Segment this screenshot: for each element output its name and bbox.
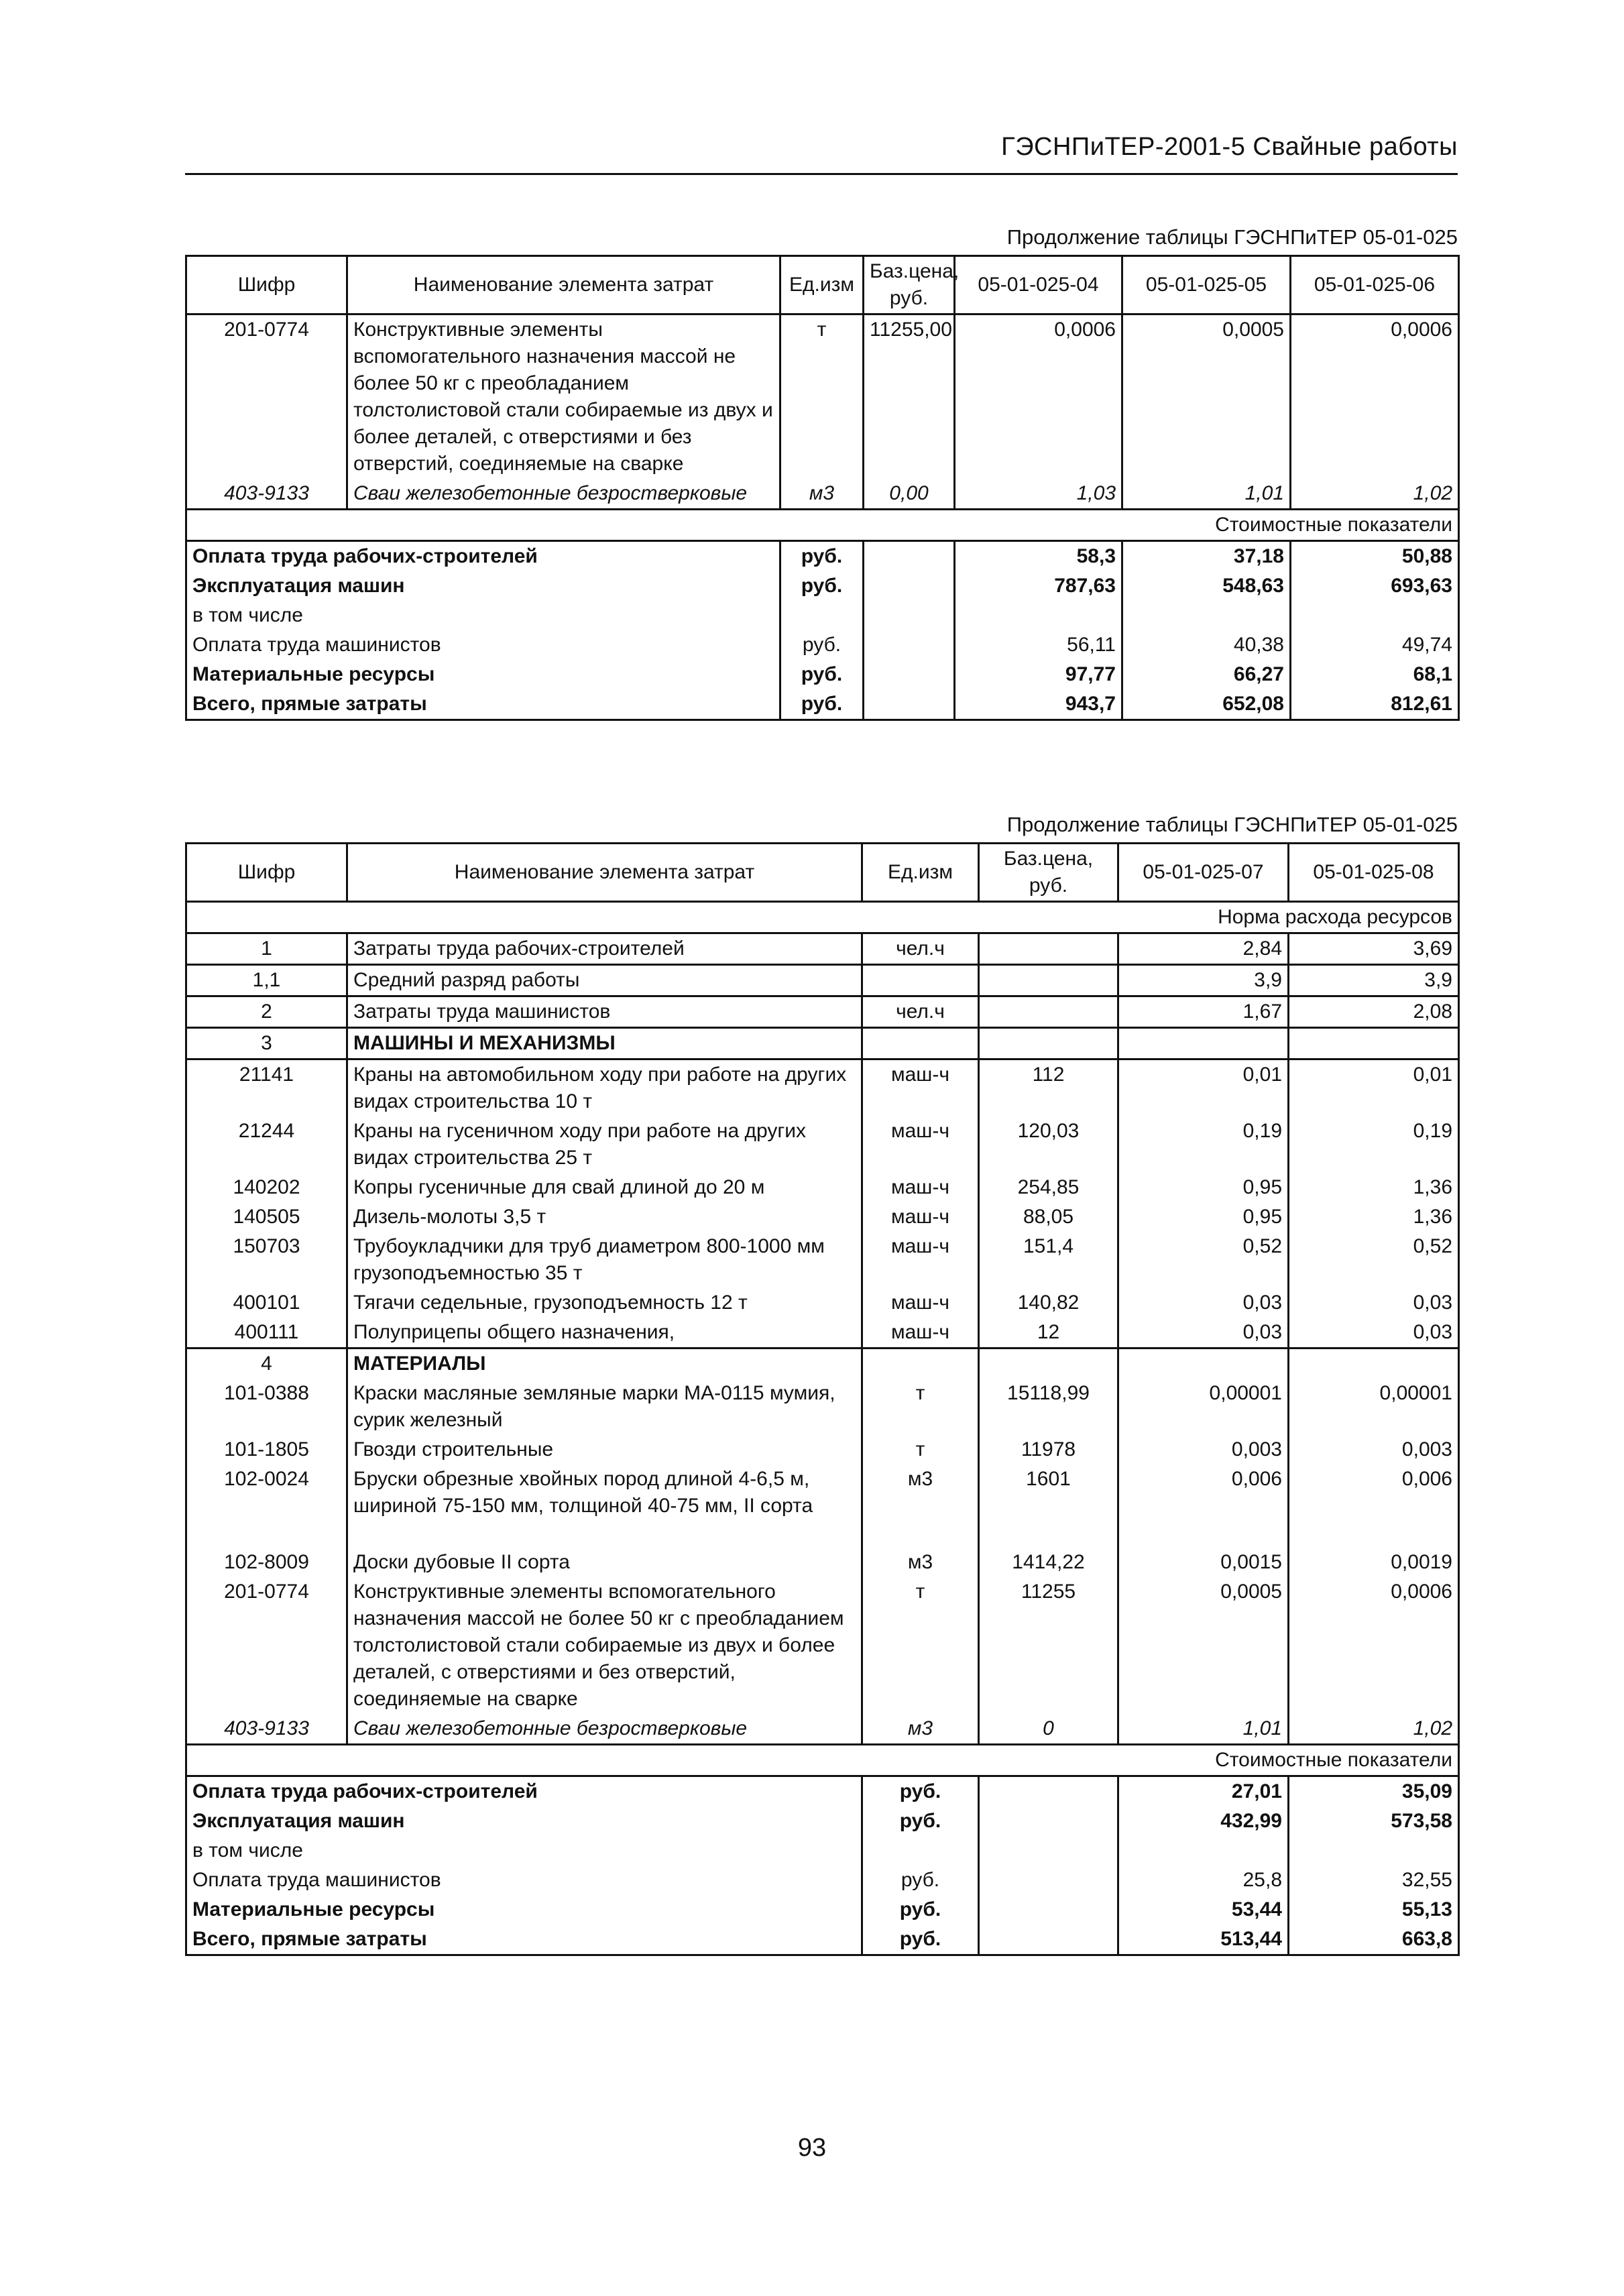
row-unit: м3 (862, 1548, 979, 1577)
totals-price-empty (864, 541, 955, 572)
row-code: 201-0774 (186, 1577, 347, 1714)
row-price: 151,4 (979, 1232, 1118, 1288)
row-value-2: 3,9 (1289, 965, 1459, 996)
row-price: 1601 (979, 1465, 1118, 1548)
totals-price-empty (979, 1806, 1118, 1836)
totals-unit: руб. (862, 1866, 979, 1895)
table-row (186, 1173, 1459, 1202)
totals-value-2 (1289, 1836, 1459, 1866)
row-code: 403-9133 (186, 1714, 347, 1745)
totals-row (186, 689, 1459, 720)
row-unit (862, 1028, 979, 1059)
totals-price-empty (864, 660, 955, 689)
row-price (979, 1348, 1118, 1379)
row-code: 102-8009 (186, 1548, 347, 1577)
row-unit: чел.ч (862, 933, 979, 965)
row-name: Краны на автомобильном ходу при работе на других видах строительства 10 т (347, 1059, 862, 1117)
totals-unit: руб. (780, 689, 864, 720)
totals-value-2: 663,8 (1289, 1925, 1459, 1955)
table-row (186, 1232, 1459, 1288)
totals-price-empty (979, 1776, 1118, 1807)
row-value-1: 1,67 (1118, 996, 1289, 1028)
row-value-2: 1,36 (1289, 1202, 1459, 1232)
totals-label: в том числе (186, 601, 780, 630)
row-value-1: 1,01 (1118, 1714, 1289, 1745)
totals-value-1 (1118, 1836, 1289, 1866)
table-row (186, 1059, 1459, 1117)
row-value-2: 1,02 (1289, 1714, 1459, 1745)
table1-body (186, 314, 1459, 720)
row-name: Бруски обрезные хвойных пород длиной 4-6,5 м, шириной 75-150 мм, толщиной 40-75 мм, II сорта (347, 1465, 862, 1548)
row-code: 140202 (186, 1173, 347, 1202)
table1-band-row (186, 510, 1459, 541)
row-value-2: 0,03 (1289, 1318, 1459, 1348)
totals-value-2: 652,08 (1122, 689, 1291, 720)
row-price: 11978 (979, 1435, 1118, 1465)
row-name: МАТЕРИАЛЫ (347, 1348, 862, 1379)
table-row (186, 1548, 1459, 1577)
table-row (186, 1714, 1459, 1745)
totals-value-1: 787,63 (955, 571, 1122, 601)
totals-row (186, 1806, 1459, 1836)
row-value-2: 1,01 (1122, 479, 1291, 510)
row-unit: маш-ч (862, 1059, 979, 1117)
table-row (186, 1465, 1459, 1548)
row-code: 4 (186, 1348, 347, 1379)
row-value-3: 0,0006 (1291, 314, 1459, 479)
totals-value-2: 548,63 (1122, 571, 1291, 601)
totals-label: Оплата труда машинистов (186, 1866, 862, 1895)
totals-price-empty (979, 1866, 1118, 1895)
table1-header-col3: 05-01-025-06 (1291, 256, 1459, 314)
row-value-1: 0,00001 (1118, 1379, 1289, 1435)
totals-row (186, 601, 1459, 630)
totals-row (186, 1836, 1459, 1866)
totals-value-1: 27,01 (1118, 1776, 1289, 1807)
row-value-2: 3,69 (1289, 933, 1459, 965)
totals-unit (780, 601, 864, 630)
row-value-2 (1289, 1028, 1459, 1059)
row-price: 15118,99 (979, 1379, 1118, 1435)
totals-value-1: 56,11 (955, 630, 1122, 660)
totals-label: в том числе (186, 1836, 862, 1866)
row-name: Трубоукладчики для труб диаметром 800-1000 мм грузоподъемностью 35 т (347, 1232, 862, 1288)
row-name: Затраты труда машинистов (347, 996, 862, 1028)
row-value-2: 0,19 (1289, 1116, 1459, 1173)
row-code: 21244 (186, 1116, 347, 1173)
totals-price-empty (979, 1895, 1118, 1925)
row-value-1: 2,84 (1118, 933, 1289, 965)
row-code: 140505 (186, 1202, 347, 1232)
row-price: 254,85 (979, 1173, 1118, 1202)
row-unit (862, 965, 979, 996)
totals-unit (862, 1836, 979, 1866)
totals-value-3: 693,63 (1291, 571, 1459, 601)
table1-header-col1: 05-01-025-04 (955, 256, 1122, 314)
row-price (979, 1028, 1118, 1059)
row-value-1: 0,95 (1118, 1173, 1289, 1202)
totals-unit: руб. (862, 1925, 979, 1955)
row-value-2: 0,52 (1289, 1232, 1459, 1288)
table2 (185, 842, 1460, 1956)
totals-label: Материальные ресурсы (186, 660, 780, 689)
row-name: Затраты труда рабочих-строителей (347, 933, 862, 965)
row-value-2: 0,0005 (1122, 314, 1291, 479)
row-value-1: 0,03 (1118, 1288, 1289, 1318)
row-name: Тягачи седельные, грузоподъемность 12 т (347, 1288, 862, 1318)
row-code: 102-0024 (186, 1465, 347, 1548)
row-name: Конструктивные элементы вспомогательного назначения массой не более 50 кг с преобладанием толстолистовой стали собираемые из двух и более деталей, с отверстиями и без отверстий, соединяемые на сварке (347, 1577, 862, 1714)
table1-caption: Продолжение таблицы ГЭСНПиТЕР 05-01-025 (1006, 225, 1458, 249)
row-value-2: 1,36 (1289, 1173, 1459, 1202)
row-name: Дизель-молоты 3,5 т (347, 1202, 862, 1232)
resource-norm-band: Норма расхода ресурсов (186, 902, 1459, 933)
page-number: 93 (797, 2134, 827, 2162)
row-unit: маш-ч (862, 1232, 979, 1288)
row-code: 101-1805 (186, 1435, 347, 1465)
row-value-3: 1,02 (1291, 479, 1459, 510)
row-unit: маш-ч (862, 1288, 979, 1318)
totals-value-2: 32,55 (1289, 1866, 1459, 1895)
totals-value-1: 58,3 (955, 541, 1122, 572)
row-unit: м3 (862, 1714, 979, 1745)
totals-value-3: 49,74 (1291, 630, 1459, 660)
totals-row (186, 541, 1459, 572)
totals-unit: руб. (780, 541, 864, 572)
header-rule (185, 173, 1458, 175)
row-value-2: 2,08 (1289, 996, 1459, 1028)
row-price (979, 965, 1118, 996)
totals-unit: руб. (780, 630, 864, 660)
table-row (186, 1202, 1459, 1232)
row-price: 120,03 (979, 1116, 1118, 1173)
table-row (186, 1318, 1459, 1348)
row-unit: маш-ч (862, 1173, 979, 1202)
totals-label: Материальные ресурсы (186, 1895, 862, 1925)
row-value-1 (1118, 1028, 1289, 1059)
row-name: Краски масляные земляные марки МА-0115 мумия, сурик железный (347, 1379, 862, 1435)
row-value-1: 0,52 (1118, 1232, 1289, 1288)
totals-label: Всего, прямые затраты (186, 1925, 862, 1955)
totals-value-2: 66,27 (1122, 660, 1291, 689)
totals-price-empty (864, 689, 955, 720)
cost-indicators-band: Стоимостные показатели (186, 1745, 1459, 1776)
row-unit: маш-ч (862, 1318, 979, 1348)
row-value-1: 0,01 (1118, 1059, 1289, 1117)
table2-header-code: Шифр (186, 844, 347, 902)
totals-value-1 (955, 601, 1122, 630)
row-code: 21141 (186, 1059, 347, 1117)
totals-label: Оплата труда машинистов (186, 630, 780, 660)
table2-header-name: Наименование элемента затрат (347, 844, 862, 902)
totals-price-empty (864, 601, 955, 630)
totals-row (186, 1776, 1459, 1807)
row-value-2: 0,006 (1289, 1465, 1459, 1548)
row-price: 1414,22 (979, 1548, 1118, 1577)
section-row (186, 1348, 1459, 1379)
row-price (979, 996, 1118, 1028)
row-value-2: 0,01 (1289, 1059, 1459, 1117)
table-row (186, 1577, 1459, 1714)
table-row (186, 314, 1459, 479)
row-name: МАШИНЫ И МЕХАНИЗМЫ (347, 1028, 862, 1059)
totals-label: Эксплуатация машин (186, 571, 780, 601)
totals-value-2: 37,18 (1122, 541, 1291, 572)
row-unit: м3 (862, 1465, 979, 1548)
totals-price-empty (979, 1836, 1118, 1866)
row-price: 11255,00 (864, 314, 955, 479)
row-price (979, 933, 1118, 965)
row-value-2: 0,003 (1289, 1435, 1459, 1465)
row-code: 101-0388 (186, 1379, 347, 1435)
totals-value-3: 68,1 (1291, 660, 1459, 689)
totals-row (186, 630, 1459, 660)
row-unit: т (862, 1577, 979, 1714)
totals-value-1: 513,44 (1118, 1925, 1289, 1955)
table2-header-unit: Ед.изм (862, 844, 979, 902)
table2-header-col2: 05-01-025-08 (1289, 844, 1459, 902)
row-price: 0,00 (864, 479, 955, 510)
table2-caption: Продолжение таблицы ГЭСНПиТЕР 05-01-025 (1006, 813, 1458, 836)
row-value-2: 0,00001 (1289, 1379, 1459, 1435)
row-name: Копры гусеничные для свай длиной до 20 м (347, 1173, 862, 1202)
row-name: Сваи железобетонные безростверковые (347, 479, 780, 510)
totals-row (186, 1925, 1459, 1955)
row-name: Средний разряд работы (347, 965, 862, 996)
row-code: 1,1 (186, 965, 347, 996)
row-unit: т (780, 314, 864, 479)
totals-unit: руб. (780, 660, 864, 689)
row-value-1 (1118, 1348, 1289, 1379)
totals-price-empty (864, 630, 955, 660)
row-name: Полуприцепы общего назначения, (347, 1318, 862, 1348)
row-name: Доски дубовые II сорта (347, 1548, 862, 1577)
table-row (186, 965, 1459, 996)
totals-value-1: 432,99 (1118, 1806, 1289, 1836)
totals-price-empty (979, 1925, 1118, 1955)
totals-label: Всего, прямые затраты (186, 689, 780, 720)
table2-header-price: Баз.цена, руб. (979, 844, 1118, 902)
row-price: 0 (979, 1714, 1118, 1745)
row-value-1: 0,19 (1118, 1116, 1289, 1173)
table-row (186, 479, 1459, 510)
totals-label: Оплата труда рабочих-строителей (186, 541, 780, 572)
totals-label: Оплата труда рабочих-строителей (186, 1776, 862, 1807)
row-value-1: 3,9 (1118, 965, 1289, 996)
totals-value-3: 812,61 (1291, 689, 1459, 720)
totals-row (186, 1895, 1459, 1925)
totals-row (186, 571, 1459, 601)
totals-value-1: 943,7 (955, 689, 1122, 720)
totals-row (186, 1866, 1459, 1895)
row-unit: чел.ч (862, 996, 979, 1028)
totals-value-2: 55,13 (1289, 1895, 1459, 1925)
row-code: 2 (186, 996, 347, 1028)
table1-header-code: Шифр (186, 256, 347, 314)
row-unit: маш-ч (862, 1116, 979, 1173)
row-price: 88,05 (979, 1202, 1118, 1232)
row-code: 400111 (186, 1318, 347, 1348)
row-unit: т (862, 1435, 979, 1465)
table2-body (186, 902, 1459, 1955)
table-row (186, 933, 1459, 965)
totals-value-2: 40,38 (1122, 630, 1291, 660)
row-unit: маш-ч (862, 1202, 979, 1232)
table1-header-price: Баз.цена, руб. (864, 256, 955, 314)
section-row (186, 1028, 1459, 1059)
totals-value-2: 35,09 (1289, 1776, 1459, 1807)
row-code: 403-9133 (186, 479, 347, 510)
totals-price-empty (864, 571, 955, 601)
table-row (186, 1435, 1459, 1465)
table2-norm-band-row (186, 902, 1459, 933)
row-value-1: 0,0006 (955, 314, 1122, 479)
running-header: ГЭСНПиТЕР-2001-5 Свайные работы (1001, 133, 1458, 161)
row-value-1: 0,003 (1118, 1435, 1289, 1465)
row-value-2: 0,0006 (1289, 1577, 1459, 1714)
row-code: 1 (186, 933, 347, 965)
totals-value-2 (1122, 601, 1291, 630)
table1 (185, 255, 1460, 721)
row-name: Гвозди строительные (347, 1435, 862, 1465)
row-code: 150703 (186, 1232, 347, 1288)
row-price: 140,82 (979, 1288, 1118, 1318)
totals-value-1: 53,44 (1118, 1895, 1289, 1925)
row-code: 400101 (186, 1288, 347, 1318)
row-name: Сваи железобетонные безростверковые (347, 1714, 862, 1745)
table-row (186, 1116, 1459, 1173)
totals-row (186, 660, 1459, 689)
row-name: Краны на гусеничном ходу при работе на других видах строительства 25 т (347, 1116, 862, 1173)
row-value-1: 0,006 (1118, 1465, 1289, 1548)
totals-value-1: 97,77 (955, 660, 1122, 689)
row-value-1: 0,03 (1118, 1318, 1289, 1348)
totals-unit: руб. (862, 1895, 979, 1925)
table1-header-name: Наименование элемента затрат (347, 256, 780, 314)
totals-label: Эксплуатация машин (186, 1806, 862, 1836)
totals-unit: руб. (780, 571, 864, 601)
table1-header-col2: 05-01-025-05 (1122, 256, 1291, 314)
table-row (186, 1379, 1459, 1435)
cost-indicators-band: Стоимостные показатели (186, 510, 1459, 541)
totals-unit: руб. (862, 1776, 979, 1807)
totals-value-3 (1291, 601, 1459, 630)
table-row (186, 1288, 1459, 1318)
row-value-2: 0,03 (1289, 1288, 1459, 1318)
totals-value-2: 573,58 (1289, 1806, 1459, 1836)
table2-header-col1: 05-01-025-07 (1118, 844, 1289, 902)
row-unit: м3 (780, 479, 864, 510)
row-value-1: 1,03 (955, 479, 1122, 510)
row-unit (862, 1348, 979, 1379)
row-price: 112 (979, 1059, 1118, 1117)
row-value-2: 0,0019 (1289, 1548, 1459, 1577)
row-value-2 (1289, 1348, 1459, 1379)
row-value-1: 0,0015 (1118, 1548, 1289, 1577)
row-code: 3 (186, 1028, 347, 1059)
table1-header-unit: Ед.изм (780, 256, 864, 314)
table-row (186, 996, 1459, 1028)
table2-band-row (186, 1745, 1459, 1776)
totals-value-1: 25,8 (1118, 1866, 1289, 1895)
row-value-1: 0,95 (1118, 1202, 1289, 1232)
row-name: Конструктивные элементы вспомогательного назначения массой не более 50 кг с преобладанием толстолистовой стали собираемые из двух и более деталей, с отверстиями и без отверстий, соединяемые на сварке (347, 314, 780, 479)
totals-unit: руб. (862, 1806, 979, 1836)
row-value-1: 0,0005 (1118, 1577, 1289, 1714)
row-unit: т (862, 1379, 979, 1435)
row-price: 12 (979, 1318, 1118, 1348)
row-price: 11255 (979, 1577, 1118, 1714)
row-code: 201-0774 (186, 314, 347, 479)
totals-value-3: 50,88 (1291, 541, 1459, 572)
